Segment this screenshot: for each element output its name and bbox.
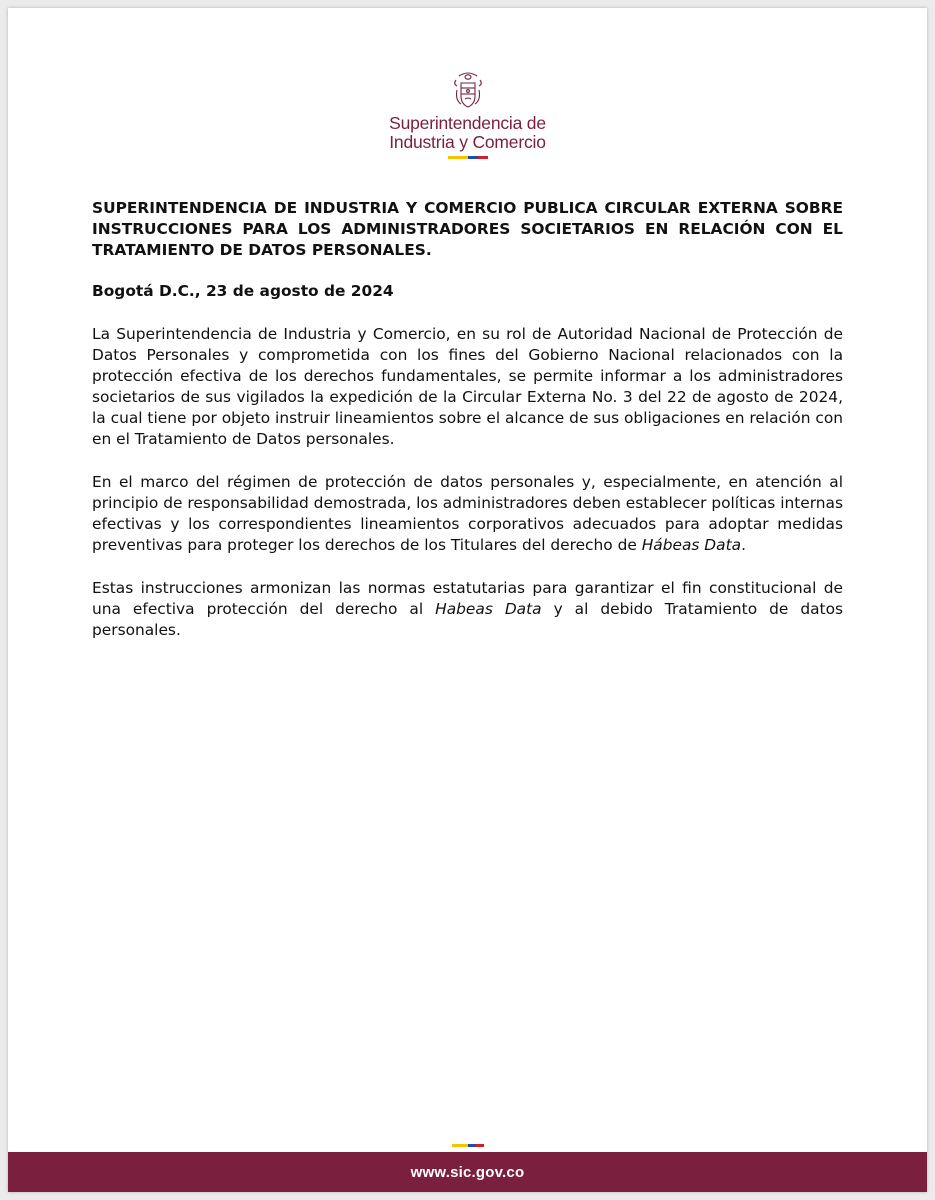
footer-bar <box>8 1152 927 1192</box>
document-page <box>8 8 927 1192</box>
coat-of-arms-icon <box>453 70 483 110</box>
paragraph-3-text: Estas instrucciones armonizan las normas estatutarias para garantizar el fin constitucional de una efectiva protección del derecho al <box>92 579 843 618</box>
paragraph-2-text: En el marco del régimen de protección de datos personales y, especialmente, en atención al principio de responsabilidad demostrada, los administradores deben establecer políticas internas efectivas y los correspondientes lineamientos corporativos adecuados para adoptar medidas preventivas para proteger los derechos de los Titulares del derecho de <box>92 473 843 554</box>
footer-url[interactable]: www.sic.gov.co <box>410 1163 525 1181</box>
paragraph-3-italic: Habeas Data <box>435 600 542 618</box>
paragraph-3 <box>92 578 843 641</box>
logo-name-line2: Industria y Comercio <box>389 132 546 152</box>
logo-name-line1: Superintendencia de <box>389 113 546 133</box>
paragraph-3-end: y al debido Tratamiento de datos personales. <box>92 600 843 639</box>
paragraph-2-end: . <box>741 536 746 554</box>
flag-stripe <box>448 156 488 159</box>
footer-flag-stripe <box>8 1144 927 1147</box>
paragraph-1: La Superintendencia de Industria y Comercio, en su rol de Autoridad Nacional de Protección de Datos Personales y comprometida con los fines del Gobierno Nacional relacionados con la protección efectiva de los derechos fundamentales, se permite informar a los administradores societarios de sus vigilados la expedición de la Circular Externa No. 3 del 22 de agosto de 2024, la cual tiene por objeto instruir lineamientos sobre el alcance de sus obligaciones en relación con en el Tratamiento de Datos personales. <box>92 325 843 448</box>
paragraph-2 <box>92 472 843 556</box>
paragraph-2-italic: Hábeas Data <box>641 536 742 554</box>
document-body <box>92 198 843 663</box>
sic-logo <box>8 70 927 159</box>
headline: SUPERINTENDENCIA DE INDUSTRIA Y COMERCIO PUBLICA CIRCULAR EXTERNA SOBRE INSTRUCCIONES PARA LOS ADMINISTRADORES SOCIETARIOS EN RELACIÓN CON EL TRATAMIENTO DE DATOS PERSONALES. <box>92 199 843 259</box>
date-line: Bogotá D.C., 23 de agosto de 2024 <box>92 282 394 300</box>
logo-name <box>8 114 927 152</box>
